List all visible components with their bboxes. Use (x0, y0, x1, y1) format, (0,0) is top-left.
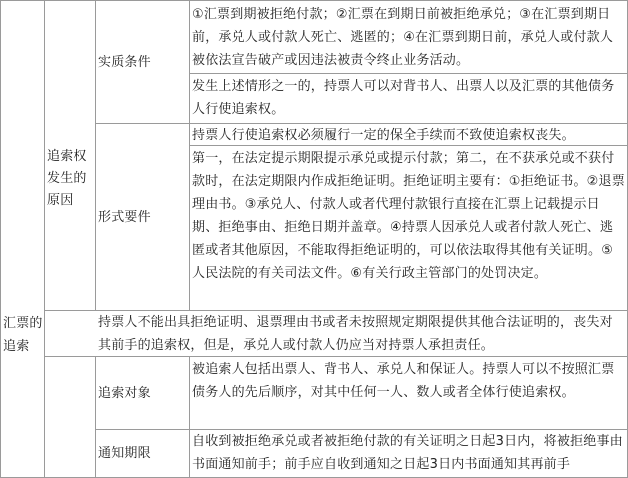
grid-line (189, 356, 190, 478)
grid-line (44, 0, 45, 478)
substantive-desc2: 发生上述情形之一的，持票人可以对背书人、出票人以及汇票的其他债务人行使追索权。 (192, 79, 615, 117)
formal-desc1: 持票人行使追索权必须履行一定的保全手续而不致使追索权丧失。 (192, 128, 575, 143)
cause-label: 追索权发生的原因 (47, 149, 87, 208)
grid-line (95, 0, 96, 310)
grid-line (189, 73, 628, 74)
grid-line (189, 0, 190, 310)
notice-label-text: 通知期限 (98, 446, 151, 461)
target-label-text: 追索对象 (98, 385, 151, 401)
substantive-label-text: 实质条件 (98, 54, 151, 70)
cause-note: 持票人不能出具拒绝证明、退票理由书或者未按照规定期限提供其他合法证明的，丧失对其前手的追索权，但是，承兑人或付款人仍应当对持票人承担责任。 (98, 315, 613, 353)
notice-desc: 自收到被拒绝承兑或者被拒绝付款的有关证明之日起3日内，将被拒绝事由书面通知前手；前手应自收到通知之日起3日内书面通知其再前手 (192, 434, 623, 472)
level1-label: 汇票的追索 (3, 316, 43, 354)
target-label (98, 357, 188, 429)
substantive-label (98, 1, 188, 123)
formal-label-text: 形式要件 (98, 209, 151, 225)
formal-desc2: 第一，在法定提示期限提示承兑或提示付款；第二，在不获承兑或不获付款时，在法定期限内作成拒绝证明。拒绝证明主要有：①拒绝证书。②退票理由书。③承兑人、付款人或者代理付款银行直接在汇票上记载提示日期、拒绝事由、拒绝日期并盖章。④持票人因承兑人或者付款人死亡、逃匿或者其他原因，不能取得拒绝证明的，可以依法取得其他有关证明。⑤人民法院的有关司法文件。⑥有关行政主管部门的处罚决定。 (192, 151, 625, 281)
target-desc: 被追索人包括出票人、背书人、承兑人和保证人。持票人可以不按照汇票债务人的先后顺序，对其中任何一人、数人或者全体行使追索权。 (192, 362, 615, 400)
substantive-desc1: ①汇票到期被拒绝付款；②汇票在到期日前被拒绝承兑；③在汇票到期日前，承兑人或付款人死亡、逃匿的；④在汇票到期日前，承兑人或付款人被依法宣告破产或因违法被责令终止业务活动。 (192, 7, 614, 68)
grid-line (0, 0, 1, 478)
notice-label (98, 430, 188, 477)
grid-line (95, 356, 96, 478)
formal-label (98, 124, 188, 310)
